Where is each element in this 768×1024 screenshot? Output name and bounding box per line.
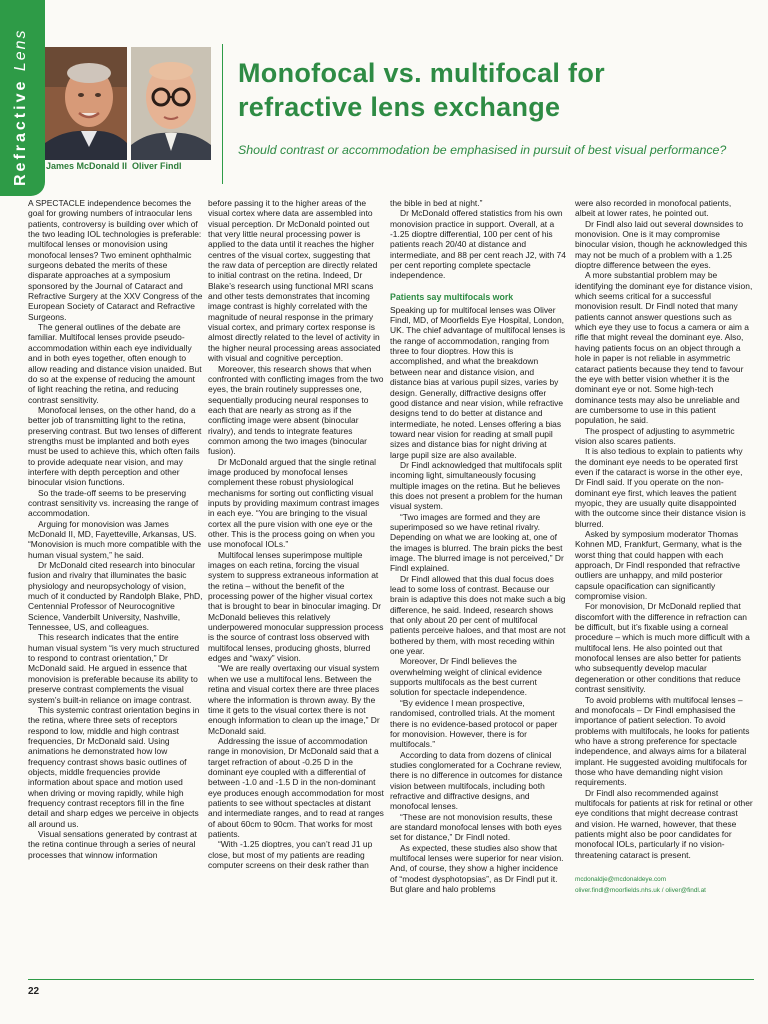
body-paragraph: Dr Findl acknowledged that multifocals split incoming light, simultaneously focusing multiple images on the retina. But he believes this does not present a problem for the human visual system. (390, 459, 563, 512)
body-paragraph: Dr Findl allowed that this dual focus does lead to some loss of contrast. Because our brain is adaptive this does not make such a big difference, he said. Indeed, research shows that only about 20 per cent of multifocal patients perceive haloes, and that most are not bothered by them, with most receding within one year. (390, 573, 566, 657)
body-paragraph: This research indicates that the entire human visual system “is very much structured to respond to contrast orientation,” Dr McDonald said. He argued in essence that monovision is preferable because its ability to preserve contrast complements the visual system’s built-in reliance on image contrast. (28, 632, 200, 705)
body-paragraph: Moreover, this research shows that when confronted with conflicting images from the two eyes, the brain routinely suppresses one, sequentially producing neural responses to each that are nearly as strong as if the conflicting image were absent (binocular rivalry), and tends to integrate features common among the two images (binocular fusion). (208, 363, 384, 457)
photo-caption-findl: Oliver Findl (132, 161, 182, 171)
section-tab (0, 0, 45, 196)
section-label (3, 0, 39, 186)
author-contacts (575, 874, 753, 896)
body-paragraph: Speaking up for multifocal lenses was Oliver Findl, MD, of Moorfields Eye Hospital, London, UK. The chief advantage of multifocal lenses is the range of accommodation, ranging from three to four dioptres. How this is accomplished, and what the breakdown between near and distance vision, and distance bias at various pupil sizes, varies by design. Generally, diffractive designs offer good distance and near vision, while refractive designs tend to do better at distance and intermediate, he noted. Lenses offering a bias toward near vision for reading at small pupil sizes and distance bias for night driving at large pupil size are also available. (390, 304, 566, 460)
body-paragraph: “These are not monovision results, these are standard monofocal lenses with both eyes set for distance,” Dr Findl noted. (390, 811, 562, 843)
footer-rule (28, 979, 754, 980)
body-paragraph: Moreover, Dr Findl believes the overwhelming weight of clinical evidence supports multifocals as the best current solution for spectacle independence. (390, 656, 542, 698)
body-paragraph: Addressing the issue of accommodation range in monovision, Dr McDonald said that a target refraction of about -0.25 D in the dominant eye coupled with a differential of between -1.0 and -1.5 D in the non-dominant eye produces enough accommodation for most patients to see without spectacles at distant and intermediate ranges, and to read at ranges of about 60cm to 90cm. That works for most patients. (208, 735, 384, 839)
portrait-photo-mcdonald (45, 47, 127, 160)
text-column-1 (28, 198, 204, 860)
body-paragraph: This systemic contrast orientation begins in the retina, where three sets of receptors respond to low, middle and high contrast frequencies, Dr McDonald said. Using animations he demonstrated how low frequency contrast shows basic outlines of objects, middle frequencies provide information about space and motion used when driving or moving rapidly, while high frequency contrast receptors fill in the fine detail and sharp edges we perceive in objects all around us. (28, 704, 200, 829)
body-paragraph: before passing it to the higher areas of the visual cortex where data are assembled into visual perception. Dr McDonald pointed out that very little neural processing power is applied to the data until it reaches the higher centres of the visual cortex, suggesting that the raw data of perception are directly related to initial contrast on the retina. Indeed, Dr Blake’s research using functional MRI scans and other tests demonstrates that incoming image contrast is highly correlated with the magnitude of neural response in the primary visual cortex, and primary cortex response is almost directly related to the level of activity in the higher neural processing areas associated with visual and cognitive perception. (208, 198, 381, 364)
body-paragraph: Dr McDonald argued that the single retinal image produced by monofocal lenses complement these robust physiological mechanisms for sorting out conflicting visual inputs by providing maximum contrast images in each eye. “You are bringing to the visual cortex all the pure vision with one eye or the other. This is the process going on when you use monofocal IOLs.” (208, 456, 380, 550)
contact-email-link[interactable]: mcdonaldje@mcdonaldeye.com (575, 876, 667, 883)
header-divider (222, 44, 223, 184)
photo-caption-mcdonald: James McDonald II (46, 161, 128, 171)
body-paragraph: Multifocal lenses superimpose multiple images on each retina, forcing the visual system to suppress extraneous information at the retina – without the benefit of the processing power of the higher visual cortex that is brought to bear in binocular imaging. Dr McDonald believes this relatively underpowered monocular suppression process is the source of contrast loss observed with multifocal lenses, producing ghosts, blurred edges and “waxy” vision. (208, 549, 384, 664)
body-paragraph: Dr McDonald offered statistics from his own monovision practice in support. Overall, at a -1.25 dioptre differential, 100 per cent of his patients reach 20/40 at distance and intermediate, and 88 per cent reach J2, with 74 per cent reporting complete spectacle independence. (390, 208, 566, 281)
body-paragraph: According to data from dozens of clinical studies conglomerated for a Cochrane review, there is no difference in outcomes for distance vision between multifocals, including both refractive and diffractive designs, and monofocal lenses. (390, 749, 563, 812)
body-paragraph: Dr McDonald cited research into binocular fusion and rivalry that illuminates the basic physiology and neuropsychology of vision, much of it conducted by Randolph Blake, PhD, Centennial Professor of Neurocognitive Science, Vanderbilt University, Nashville, Tennessee, US, and colleagues. (28, 560, 203, 633)
contact-email-link[interactable]: oliver.findl@moorfields.nhs.uk / oliver@findl.at (575, 887, 706, 894)
body-paragraph: Dr Findl also recommended against multifocals for patients at risk for retinal or other eye conditions that might decrease contrast and vision. He warned, however, that these patients might also be poor candidates for monofocal IOLs, particularly if no vision-threatening cataract is present. (575, 787, 753, 860)
body-paragraph: To avoid problems with multifocal lenses – and monofocals – Dr Findl emphasised the importance of patient selection. To avoid problems with multifocals, he looks for patients who have a strong preference for spectacle independence, and always aims for a bilateral implant. He suggested avoiding multifocals for those who have demanding night vision requirements. (575, 694, 750, 788)
article-subtitle: Should contrast or accommodation be emphasised in pursuit of best visual performance? (238, 143, 727, 157)
body-paragraph: Arguing for monovision was James McDonald II, MD, Fayetteville, Arkansas, US. “Monovision is much more compatible with the human visual system,” he said. (28, 518, 202, 560)
page-number: 22 (28, 986, 40, 997)
body-paragraph: “Two images are formed and they are superimposed so we have retinal rivalry. Depending on what we are looking at, one of the images is blurred. The brain picks the best image. The blurred image is not perceived,” Dr Findl explained. (390, 511, 564, 574)
body-paragraph: For monovision, Dr McDonald replied that discomfort with the difference in refraction can be difficult, but it’s fixable using a corneal procedure – which is much more difficult with a multifocal lens. He also pointed out that monofocal lenses are also better for patients who subsequently develop macular degeneration or other conditions that reduce contrast sensitivity. (575, 601, 750, 695)
body-paragraph: “We are really overtaxing our visual system when we use a multifocal lens. Between the retina and visual cortex there are three places where the information is thrown away. By the time it gets to the visual cortex there is not enough information to clean up the image,” Dr McDonald said. (208, 663, 380, 736)
body-paragraph: were also recorded in monofocal patients, albeit at lower rates, he pointed out. (575, 198, 732, 219)
body-paragraph: Asked by symposium moderator Thomas Kohnen MD, Frankfurt, Germany, what is the worst thing that could happen with each approach, Dr Findl responded that refractive outliers are unhappy, and mild posterior capsule opacification can significantly compromise vision. (575, 529, 742, 602)
body-paragraph: As expected, these studies also show that multifocal lenses were superior for near vision. And, of course, they show a higher incidence of “modest dysphotopsias”, as Dr Findl put it. But glare and halo problems (390, 842, 564, 894)
article-title: Monofocal vs. multifocal for refractive lens exchange (238, 58, 605, 122)
section-heading: Patients say multifocals work (390, 291, 514, 302)
body-paragraph: The general outlines of the debate are familiar. Multifocal lenses provide pseudo-accommodation within each eye individually and in both eyes together, often enough to allow reading and distance vision unaided. But do so at the expense of reducing the amount of light reaching the retina, and reducing contrast sensitivity. (28, 322, 202, 405)
body-paragraph: The prospect of adjusting to asymmetric vision also scares patients. (575, 425, 735, 446)
body-paragraph: Monofocal lenses, on the other hand, do a better job of transmitting light to the retina, preserving contrast. But two lenses of different strengths must be implanted and both eyes must be used to achieve this, which often fails to provide adequate near vision, and may interfere with depth perception and other binocular vision functions. (28, 404, 202, 488)
text-column-3 (390, 198, 566, 894)
text-column-4 (575, 198, 753, 896)
text-column-2 (208, 198, 384, 870)
body-paragraph: the bible in bed at night.” (390, 198, 483, 208)
body-paragraph: Dr Findl also laid out several downsides to monovision. One is it may compromise binocular vision, though he acknowledged this may not be much of a problem with a 1.25 dioptre difference between the eyes. (575, 218, 748, 271)
body-paragraph: So the trade-off seems to be preserving contrast sensitivity vs. increasing the range of accommodation. (28, 487, 199, 519)
section-label-italic: Lens (12, 28, 29, 72)
portrait-photo-findl (131, 47, 211, 160)
body-paragraph: “With -1.25 dioptres, you can’t read J1 up close, but most of my patients are reading computer screens on their desk rather than (208, 839, 373, 870)
section-label-bold: Refractive (12, 78, 29, 186)
body-paragraph: “By evidence I mean prospective, randomised, controlled trials. At the moment there is no evidence-based protocol or paper for monovision. However, there is for multifocals.” (390, 697, 558, 750)
body-paragraph: It is also tedious to explain to patients why the dominant eye needs to be operated first even if the cataract is worse in the other eye, Dr Findl said. If you operate on the non-dominant eye first, which leaves the patient myopic, they are usually quite disappointed with the outcome since their distance vision is blurred. (575, 446, 746, 529)
body-paragraph: A SPECTACLE independence becomes the goal for growing numbers of intraocular lens patients, controversy is building over which of the two leading IOL technologies is preferable: multifocal lenses or monovision using monofocal lenses? Two eminent ophthalmic surgeons debated the merits of these disparate approaches at a symposium sponsored by the Journal of Cataract and Refractive Surgery at the XXV Congress of the European Society of Cataract and Refractive Surgeons. (28, 198, 203, 322)
body-paragraph: A more substantial problem may be identifying the dominant eye for distance vision, which seems critical for a successful monovision result. Dr Findl noted that many patients cannot answer questions such as which eye they use to focus a camera or aim a rifle that might reveal the dominant eye. Also, having patients focus on an object through a hole in paper is not reliable in asymmetric cataract patients because they tend to favour the eye with better vision whether it is the dominant eye or not. Some high-tech dominance tests may also be unreliable and are cumbersome to use in this patient population, he said. (575, 270, 753, 426)
body-paragraph: Visual sensations generated by contrast at the retina continue through a series of neural processes that winnow information (28, 828, 197, 860)
